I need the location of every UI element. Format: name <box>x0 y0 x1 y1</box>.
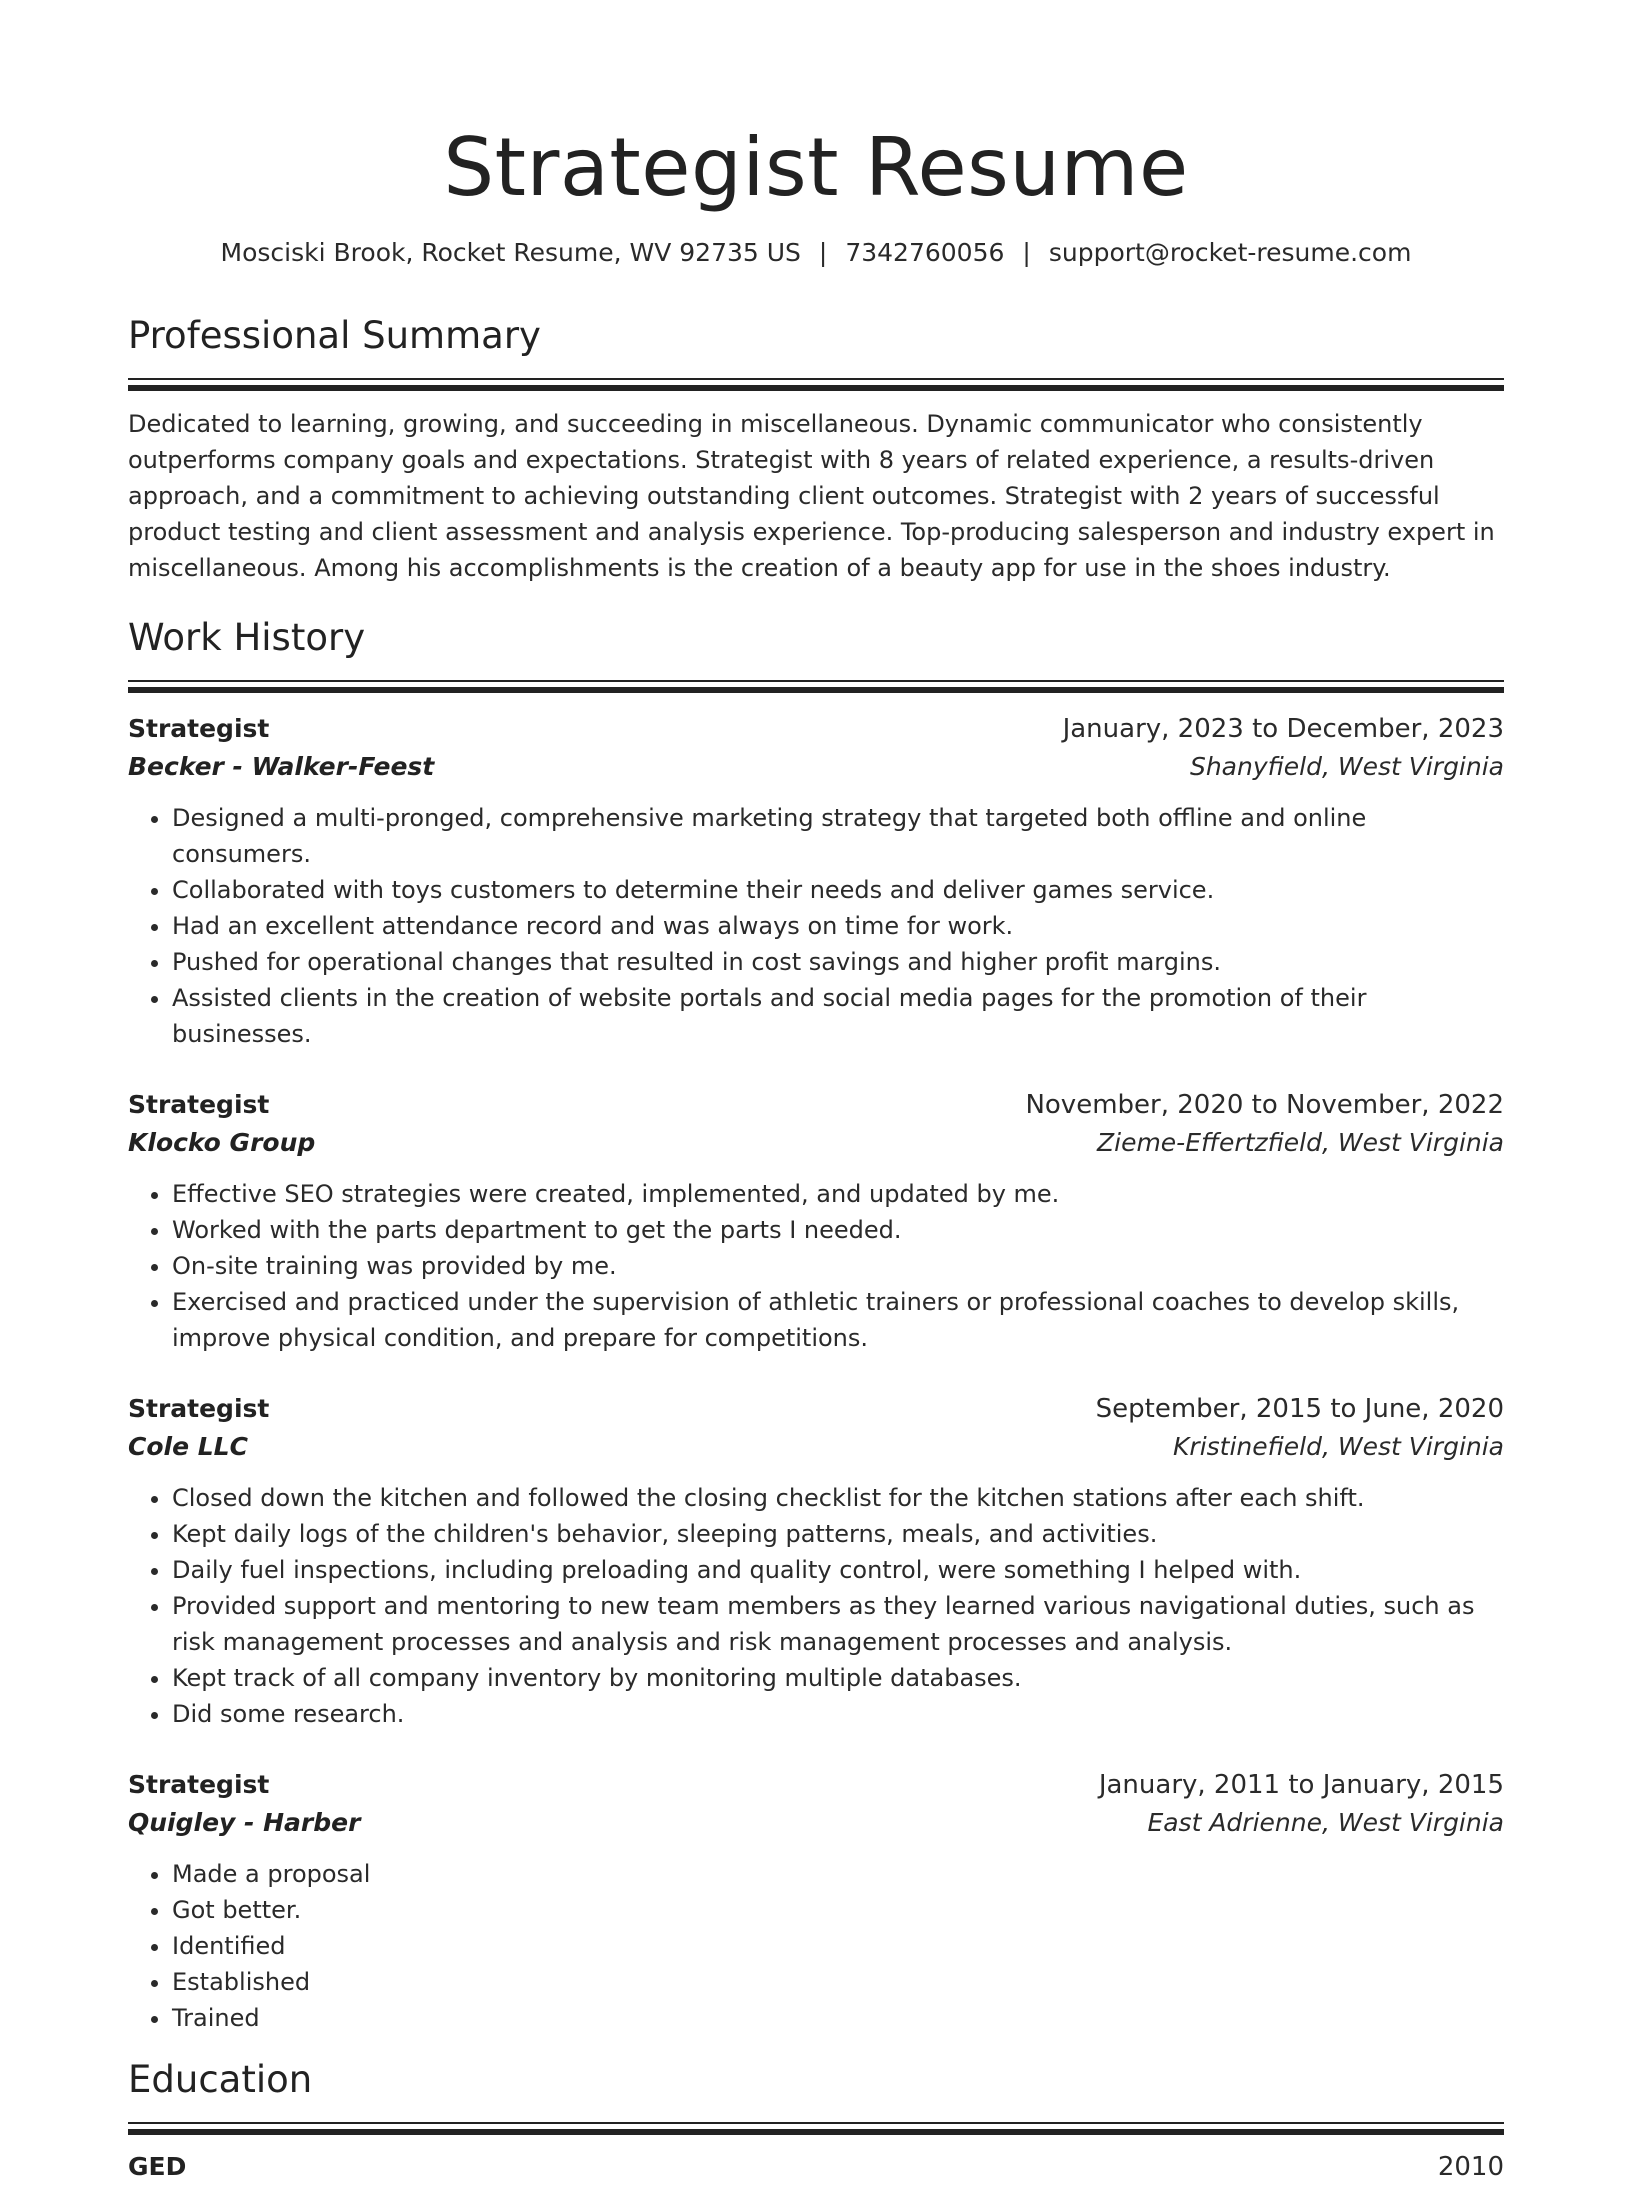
section-divider <box>128 2122 1504 2136</box>
job-dates: January, 2023 to December, 2023 <box>1062 714 1504 744</box>
job-duty: • Pushed for operational changes that resulted in cost savings and higher profit margins. <box>172 944 1504 980</box>
job-duties-list <box>128 1176 1504 1356</box>
contact-line <box>128 236 1504 270</box>
job-duty: • Designed a multi-pronged, comprehensive marketing strategy that targeted both offline and online consumers. <box>172 800 1504 872</box>
job-entry <box>128 1766 1504 2036</box>
job-location: East Adrienne, West Virginia <box>1147 1808 1504 1837</box>
summary-heading: Professional Summary <box>128 314 541 357</box>
job-entry <box>128 710 1504 1052</box>
education-entry <box>128 2148 1504 2186</box>
job-company: Becker - Walker-Feest <box>128 752 435 781</box>
job-duty: • Established <box>172 1964 1504 2000</box>
job-company: Cole LLC <box>128 1432 248 1461</box>
education-year: 2010 <box>1437 2152 1504 2182</box>
contact-separator: | <box>818 238 828 267</box>
job-duty: • Collaborated with toys customers to determine their needs and deliver games service. <box>172 872 1504 908</box>
job-duty: • Effective SEO strategies were created, implemented, and updated by me. <box>172 1176 1504 1212</box>
job-dates: January, 2011 to January, 2015 <box>1098 1770 1504 1800</box>
section-divider <box>128 378 1504 392</box>
job-role: Strategist <box>128 1770 270 1799</box>
job-company: Quigley - Harber <box>128 1808 361 1837</box>
job-duty: • Assisted clients in the creation of website portals and social media pages for the promotion of their businesses. <box>172 980 1504 1052</box>
page-title: Strategist Resume <box>443 121 1189 214</box>
summary-text: Dedicated to learning, growing, and succeeding in miscellaneous. Dynamic communicator who consistently outperforms company goals and expectations. Strategist with 8 years of related experience, a results-driven approach, and a commitment to achieving outstanding client outcomes. Strategist with 2 years of successful product testing and client assessment and analysis experience. Top-producing salesperson and industry expert in miscellaneous. Among his accomplishments is the creation of a beauty app for use in the shoes industry. <box>128 410 1495 582</box>
job-location: Zieme-Effertzfield, West Virginia <box>1097 1128 1504 1157</box>
job-duties-list <box>128 1856 1504 2036</box>
job-duty: • Had an excellent attendance record and was always on time for work. <box>172 908 1504 944</box>
job-dates: November, 2020 to November, 2022 <box>1025 1090 1504 1120</box>
job-duty: • Daily fuel inspections, including preloading and quality control, were something I helped with. <box>172 1552 1504 1588</box>
job-duty: • Kept track of all company inventory by monitoring multiple databases. <box>172 1660 1504 1696</box>
job-duty: • Made a proposal <box>172 1856 1504 1892</box>
job-location: Kristinefield, West Virginia <box>1173 1432 1504 1461</box>
job-duty: • Provided support and mentoring to new team members as they learned various navigational duties, such as risk management processes and analysis and risk management processes and analysis. <box>172 1588 1504 1660</box>
job-duty: • Worked with the parts department to get the parts I needed. <box>172 1212 1504 1248</box>
job-entry <box>128 1086 1504 1356</box>
job-role: Strategist <box>128 1090 270 1119</box>
job-location: Shanyfield, West Virginia <box>1189 752 1504 781</box>
contact-phone: 7342760056 <box>845 238 1005 267</box>
job-duty: • Closed down the kitchen and followed the closing checklist for the kitchen stations after each shift. <box>172 1480 1504 1516</box>
job-duty: • Got better. <box>172 1892 1504 1928</box>
section-divider <box>128 680 1504 694</box>
job-entry <box>128 1390 1504 1732</box>
job-company: Klocko Group <box>128 1128 316 1157</box>
education-degree: GED <box>128 2152 187 2181</box>
contact-email: support@rocket-resume.com <box>1048 238 1412 267</box>
job-dates: September, 2015 to June, 2020 <box>1095 1394 1504 1424</box>
job-duty: • Exercised and practiced under the supervision of athletic trainers or professional coaches to develop skills, improve physical condition, and prepare for competitions. <box>172 1284 1504 1356</box>
job-role: Strategist <box>128 1394 270 1423</box>
contact-separator: | <box>1022 238 1031 267</box>
resume-page <box>128 0 1504 2186</box>
job-duty: • Identified <box>172 1928 1504 1964</box>
job-duty: • Kept daily logs of the children's behavior, sleeping patterns, meals, and activities. <box>172 1516 1504 1552</box>
work-history-heading: Work History <box>128 616 366 659</box>
job-duty: • Did some research. <box>172 1696 1504 1732</box>
job-role: Strategist <box>128 714 270 743</box>
job-duties-list <box>128 800 1504 1052</box>
job-duty: • Trained <box>172 2000 1504 2036</box>
contact-address: Mosciski Brook, Rocket Resume, WV 92735 US <box>220 238 801 267</box>
education-heading: Education <box>128 2058 313 2101</box>
job-duty: • On-site training was provided by me. <box>172 1248 1504 1284</box>
job-duties-list <box>128 1480 1504 1732</box>
